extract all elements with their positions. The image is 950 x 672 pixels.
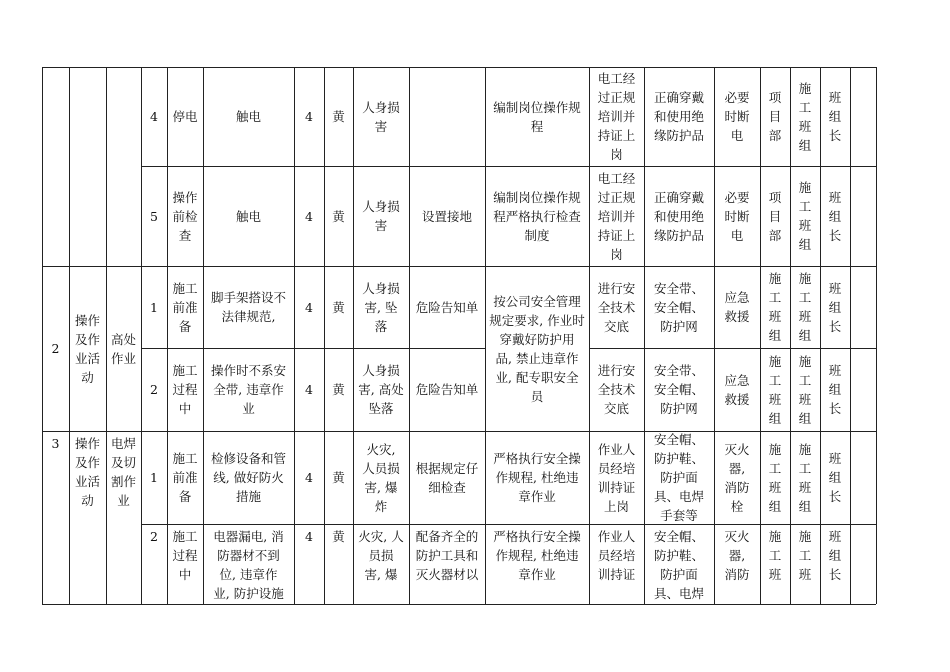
- cell-engineering: 配备齐全的 防护工具和 灭火器材以: [415, 529, 479, 582]
- cell-seq: 1: [150, 470, 158, 485]
- cell-training: 作业人 员经培 训持证: [597, 529, 636, 582]
- grid-line: [876, 67, 877, 604]
- cell-resp-unit: 施 工 班: [798, 529, 812, 582]
- cell-risk-level: 4: [305, 299, 313, 315]
- cell-consequence: 火灾, 人员损 害, 爆 炸: [362, 441, 400, 514]
- cell-resp-person: 班 组 长: [828, 451, 842, 504]
- cell-resp-person: 班 组 长: [828, 189, 842, 243]
- cell-ppe: 正确穿戴 和使用绝 缘防护品: [653, 90, 704, 143]
- cell-seq: 5: [150, 208, 158, 224]
- cell-risk-color: 黄: [332, 529, 345, 544]
- cell-emergency: 必要 时断 电: [724, 189, 750, 243]
- cell-hazard-type: 电焊 及切 割作 业: [110, 436, 136, 508]
- cell-resp-unit: 施 工 班 组: [798, 271, 812, 343]
- cell-management: 严格执行安全操 作规程, 杜绝违 章作业: [493, 451, 581, 504]
- cell-management: 编制岗位操作规 程: [493, 99, 581, 134]
- cell-hazard: 触电: [235, 109, 261, 124]
- cell-ppe: 安全带、 安全帽、 防护网: [653, 363, 704, 416]
- cell-consequence: 人身损 害, 高处 坠落: [358, 363, 404, 416]
- cell-seq: 2: [150, 529, 158, 544]
- cell-risk-color: 黄: [332, 382, 345, 397]
- cell-resp-person: 班 组 长: [828, 90, 842, 143]
- cell-step: 施工 过程 中: [172, 363, 198, 416]
- cell-engineering: 设置接地: [421, 208, 472, 224]
- cell-hazard: 脚手架搭设不 法律规范,: [210, 290, 286, 324]
- cell-step: 操作 前检 查: [172, 189, 198, 243]
- cell-emergency: 应急 救援: [724, 372, 750, 407]
- cell-hazard: 操作时不系安 全带, 违章作 业: [210, 363, 286, 416]
- cell-risk-level: 4: [305, 470, 313, 485]
- cell-risk-level: 4: [305, 382, 313, 397]
- cell-ppe: 安全帽、 防护鞋、 防护面 具、电焊: [653, 529, 704, 601]
- cell-resp-unit: 施 工 班 组: [798, 80, 812, 153]
- cell-step: 停电: [172, 109, 198, 124]
- cell-risk-color: 黄: [332, 299, 345, 315]
- cell-ppe: 安全带、 安全帽、 防护网: [653, 280, 704, 334]
- cell-emergency: 应急 救援: [724, 290, 750, 324]
- cell-hazard: 检修设备和管 线, 做好防火 措施: [210, 451, 286, 504]
- cell-resp-person: 班 组 长: [828, 280, 842, 334]
- cell-emergency: 灭火 器, 消防: [724, 529, 750, 582]
- cell-risk-level: 4: [305, 208, 313, 224]
- cell-resp-unit: 施 工 班 组: [798, 180, 812, 252]
- cell-step: 施工 过程 中: [172, 529, 198, 582]
- cell-consequence: 人身损 害: [362, 99, 400, 134]
- cell-resp-person: 班 组 长: [828, 363, 842, 416]
- cell-emergency: 必要 时断 电: [724, 90, 750, 143]
- cell-group-no: 3: [51, 436, 60, 451]
- cell-seq: 4: [150, 109, 158, 124]
- cell-consequence: 火灾, 人 员损 害, 爆: [358, 529, 404, 582]
- cell-risk-level: 4: [305, 529, 313, 544]
- cell-risk-level: 4: [305, 109, 313, 124]
- cell-hazard-type: 高处 作业: [110, 331, 136, 366]
- cell-consequence: 人身损 害, 坠 落: [362, 280, 400, 334]
- cell-resp-unit: 施 工 班 组: [798, 441, 812, 514]
- cell-resp-level: 施 工 班 组: [768, 441, 782, 514]
- cell-group-no: 2: [51, 341, 60, 356]
- cell-seq: 1: [150, 299, 158, 315]
- cell-engineering: 根据规定仔 细检查: [415, 460, 479, 495]
- cell-risk-color: 黄: [332, 208, 345, 224]
- cell-seq: 2: [150, 382, 158, 397]
- cell-hazard: 触电: [235, 208, 261, 224]
- cell-training: 进行安 全技术 交底: [597, 363, 636, 416]
- cell-resp-level: 施 工 班 组: [768, 353, 782, 426]
- cell-ppe: 安全帽、 防护鞋、 防护面 具、电焊 手套等: [653, 432, 704, 523]
- cell-training: 进行安 全技术 交底: [597, 280, 636, 334]
- cell-step: 施工 前准 备: [172, 451, 198, 504]
- cell-resp-unit: 施 工 班 组: [798, 353, 812, 426]
- cell-resp-level: 项 目 部: [768, 189, 782, 243]
- cell-risk-color: 黄: [332, 109, 345, 124]
- cell-emergency: 灭火 器, 消防 栓: [724, 441, 750, 514]
- cell-resp-person: 班 组 长: [828, 529, 842, 582]
- cell-engineering: 危险告知单: [415, 299, 479, 315]
- cell-hazard: 电器漏电, 消 防器材不到 位, 违章作 业, 防护设施: [213, 529, 284, 601]
- grid-line: [850, 67, 851, 604]
- cell-risk-color: 黄: [332, 470, 345, 485]
- cell-training: 作业人 员经培 训持证 上岗: [597, 441, 636, 514]
- cell-resp-level: 施 工 班 组: [768, 271, 782, 343]
- cell-management: 编制岗位操作规 程严格执行检查 制度: [493, 189, 581, 243]
- cell-training: 电工经 过正规 培训并 持证上 岗: [597, 170, 636, 262]
- cell-consequence: 人身损 害: [362, 199, 400, 233]
- cell-activity: 操作 及作 业活 动: [74, 436, 100, 508]
- cell-step: 施工 前准 备: [172, 280, 198, 334]
- cell-management: 严格执行安全操 作规程, 杜绝违 章作业: [493, 529, 581, 582]
- cell-resp-level: 施 工 班: [768, 529, 782, 582]
- cell-activity: 操作 及作 业活 动: [74, 312, 100, 385]
- cell-ppe: 正确穿戴 和使用绝 缘防护品: [653, 189, 704, 243]
- cell-resp-level: 项 目 部: [768, 90, 782, 143]
- cell-engineering: 危险告知单: [415, 382, 479, 397]
- grid-line: [42, 604, 876, 605]
- cell-training: 电工经 过正规 培训并 持证上 岗: [597, 71, 636, 162]
- cell-management: 按公司安全管理 规定要求, 作业时 穿戴好防护用 品, 禁止违章作 业, 配专职安全 员: [489, 293, 585, 404]
